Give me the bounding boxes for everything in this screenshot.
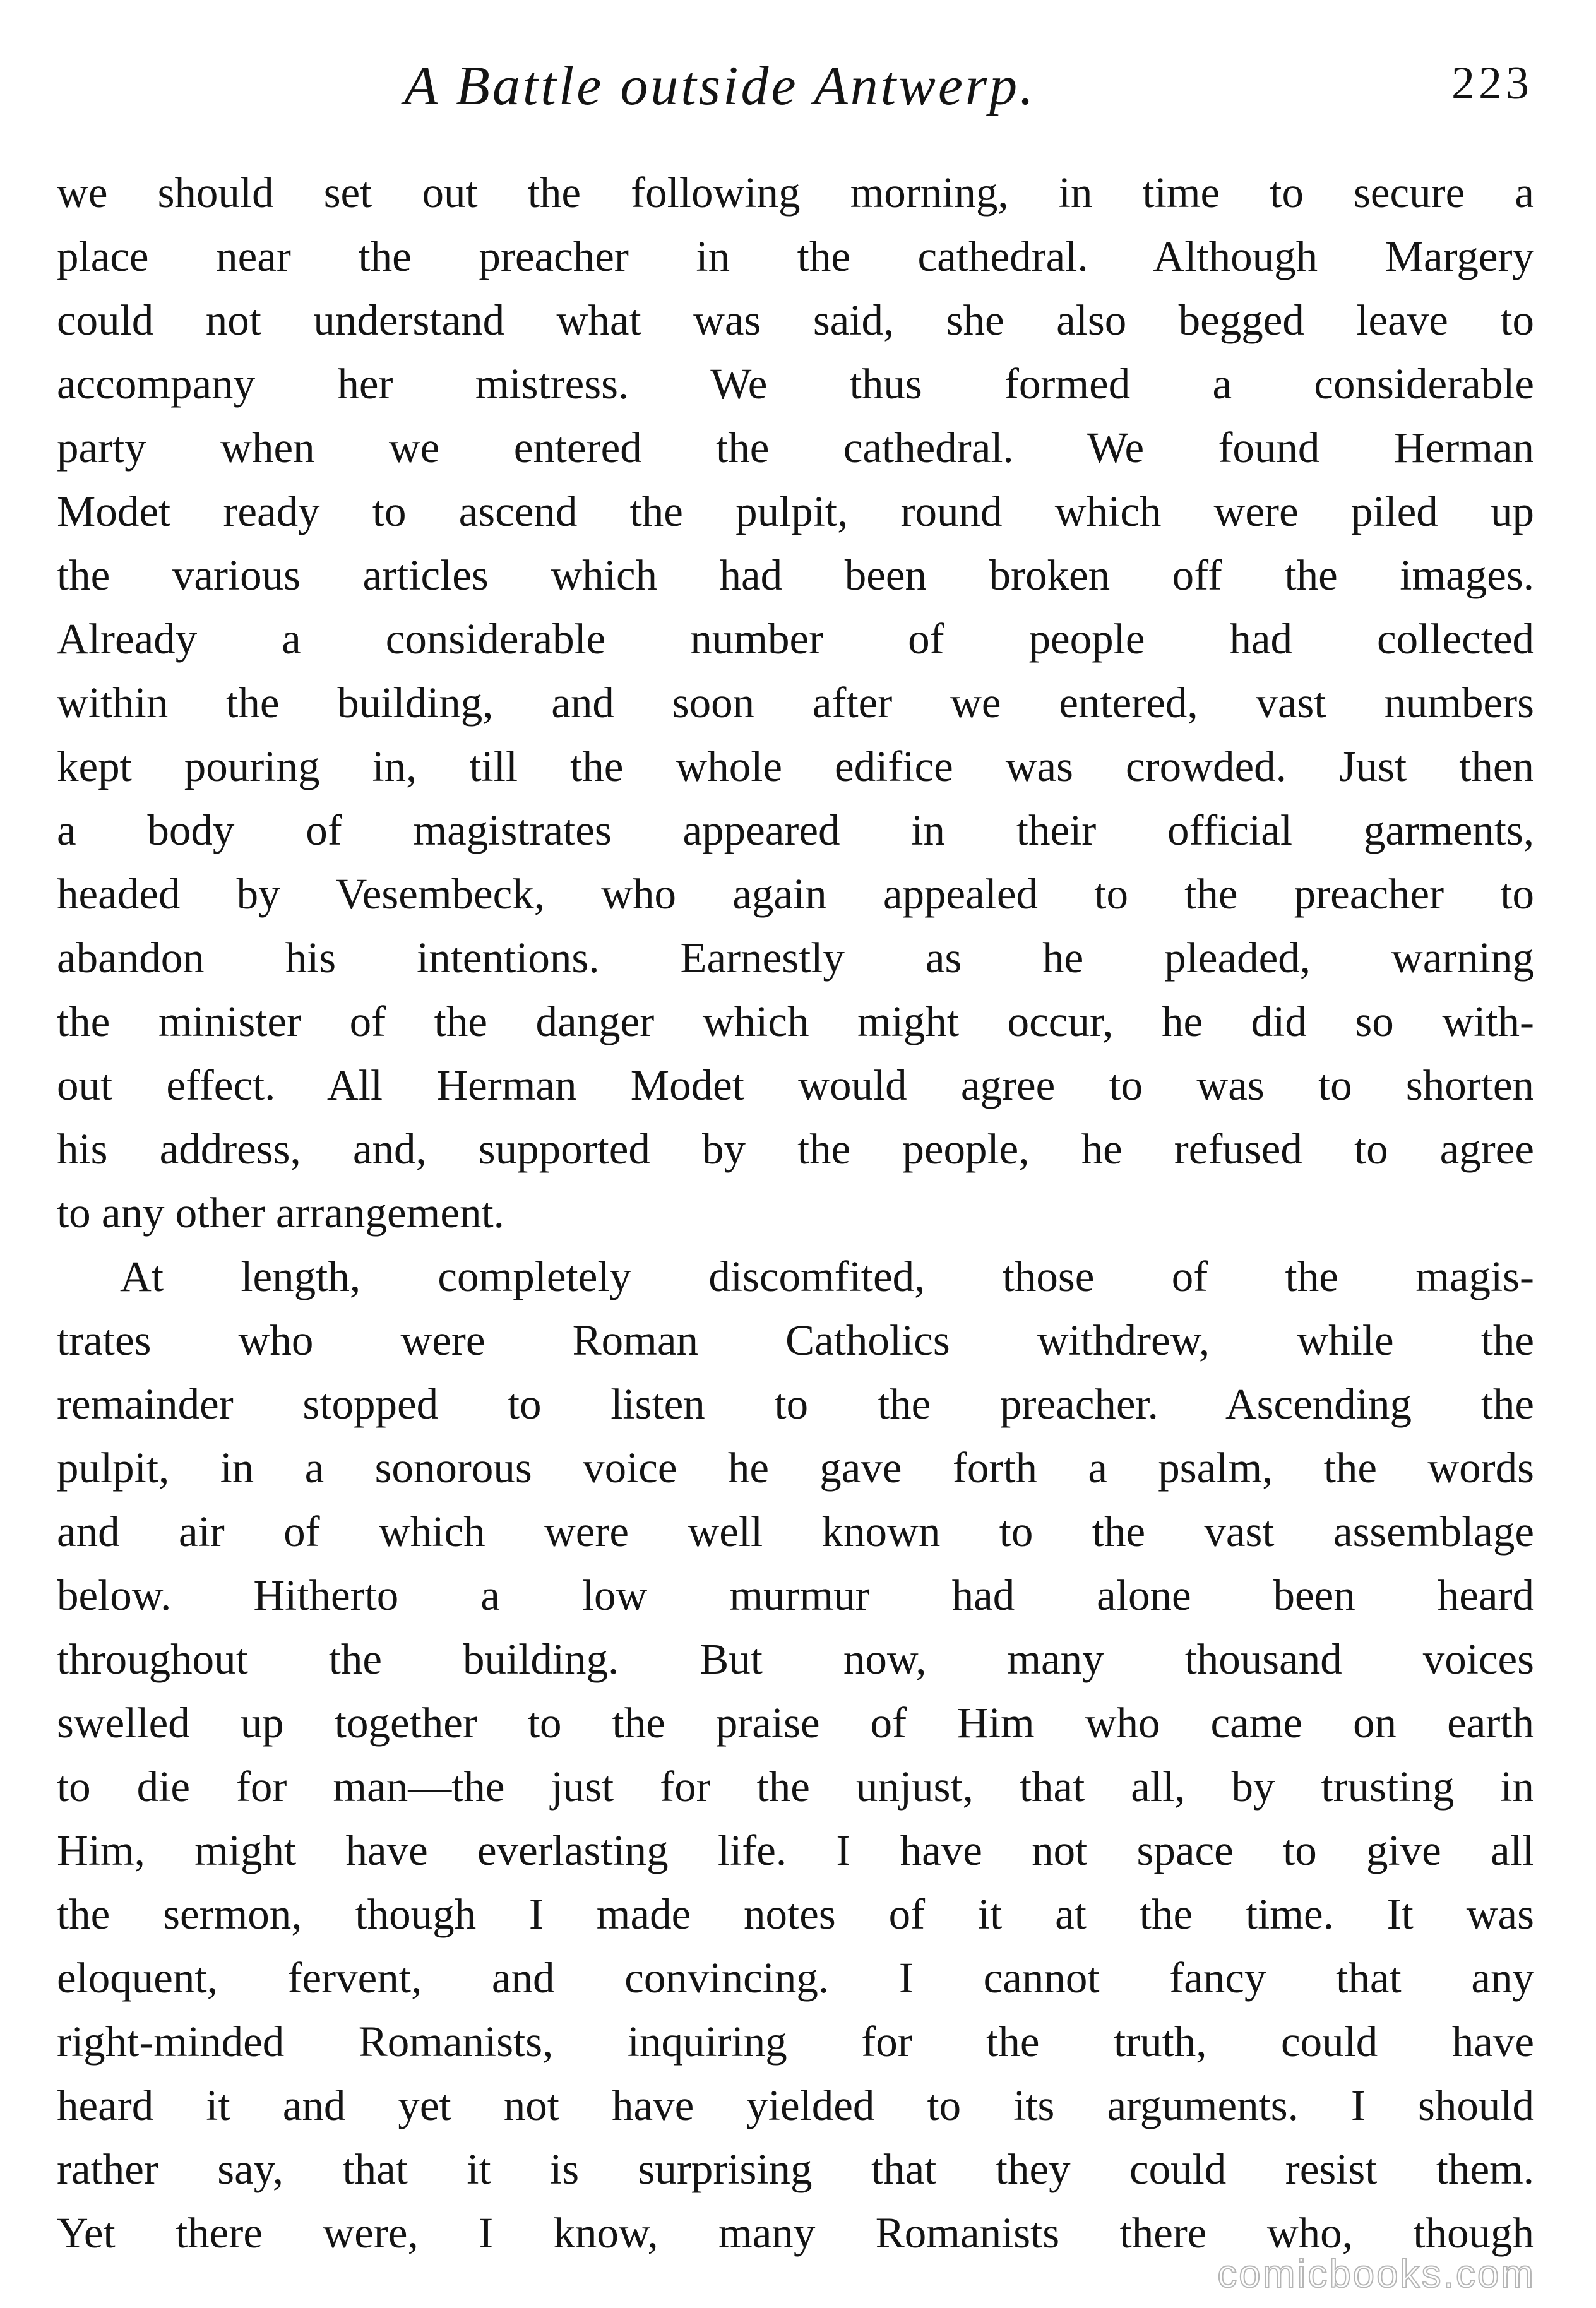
running-title: A Battle outside Antwerp.	[404, 56, 1037, 117]
running-head	[0, 54, 1596, 124]
text-line: rather say, that it is surprising that they could resist them.	[57, 2145, 1534, 2193]
text-line: Modet ready to ascend the pulpit, round which were piled up	[57, 487, 1534, 535]
text-line: the sermon, though I made notes of it at the time. It was	[57, 1890, 1534, 1938]
text-line: throughout the building. But now, many thousand voices	[57, 1635, 1534, 1683]
page-number: 223	[1451, 57, 1533, 109]
text-line: pulpit, in a sonorous voice he gave forth a psalm, the words	[57, 1444, 1534, 1492]
text-line: below. Hitherto a low murmur had alone been heard	[57, 1571, 1534, 1619]
text-line: abandon his intentions. Earnestly as he pleaded, warning	[57, 934, 1534, 982]
text-line: headed by Vesembeck, who again appealed to the preacher to	[57, 870, 1534, 918]
text-line: within the building, and soon after we entered, vast numbers	[57, 679, 1534, 727]
text-line: Already a considerable number of people had collected	[57, 615, 1534, 663]
text-line: party when we entered the cathedral. We found Herman	[57, 424, 1534, 472]
text-line: Him, might have everlasting life. I have not space to give all	[57, 1826, 1534, 1874]
text-line: a body of magistrates appeared in their official garments,	[57, 806, 1534, 854]
text-line: accompany her mistress. We thus formed a considerable	[57, 360, 1534, 408]
text-line: kept pouring in, till the whole edifice was crowded. Just then	[57, 742, 1534, 790]
text-line: we should set out the following morning, in time to secure a	[57, 169, 1534, 217]
text-line: heard it and yet not have yielded to its arguments. I should	[57, 2081, 1534, 2129]
text-line: eloquent, fervent, and convincing. I cannot fancy that any	[57, 1954, 1534, 2002]
paragraph-1	[57, 161, 1534, 1245]
text-line: out effect. All Herman Modet would agree to was to shorten	[57, 1061, 1534, 1109]
text-line: swelled up together to the praise of Him who came on earth	[57, 1699, 1534, 1747]
text-line: remainder stopped to listen to the preacher. Ascending the	[57, 1380, 1534, 1428]
text-line: to any other arrangement.	[57, 1189, 504, 1237]
text-line: trates who were Roman Catholics withdrew, while the	[57, 1316, 1534, 1364]
body-text	[57, 161, 1534, 2265]
text-line: to die for man—the just for the unjust, that all, by trusting in	[57, 1763, 1534, 1811]
text-line: At length, completely discomfited, those of the magis-	[120, 1252, 1534, 1300]
text-line: and air of which were well known to the vast assemblage	[57, 1508, 1534, 1556]
paragraph-2	[57, 1245, 1534, 2265]
text-line: the minister of the danger which might occur, he did so with-	[57, 997, 1534, 1045]
text-line: place near the preacher in the cathedral. Although Margery	[57, 232, 1534, 280]
text-line: the various articles which had been broken off the images.	[57, 551, 1534, 599]
watermark: comicbooks.com	[1217, 2252, 1535, 2296]
text-line: Yet there were, I know, many Romanists there who, though	[57, 2209, 1534, 2257]
text-line: could not understand what was said, she also begged leave to	[57, 296, 1534, 344]
text-line: right-minded Romanists, inquiring for the truth, could have	[57, 2018, 1534, 2066]
text-line: his address, and, supported by the people, he refused to agree	[57, 1125, 1534, 1173]
